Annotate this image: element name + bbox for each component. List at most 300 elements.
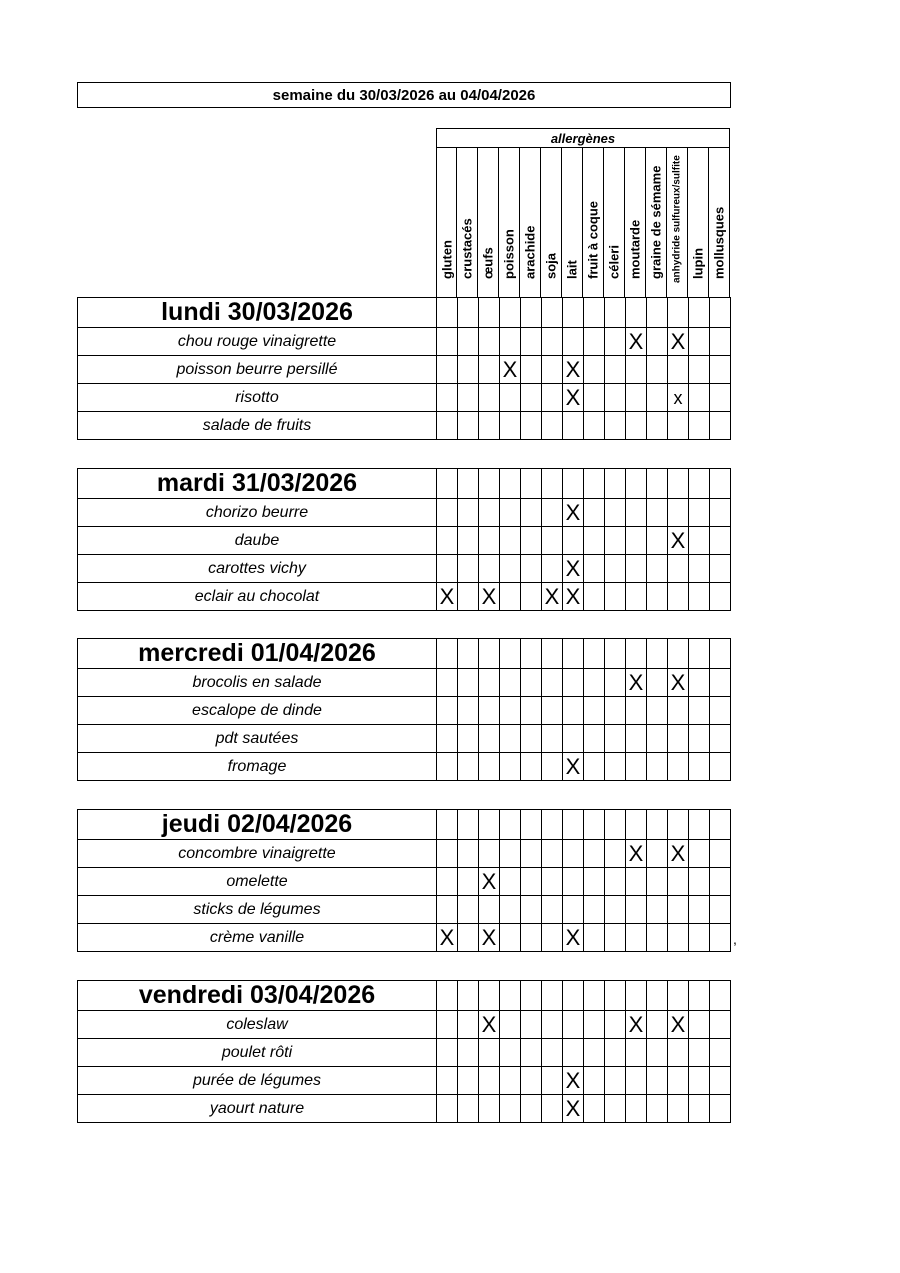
allergen-cell: [563, 697, 584, 725]
allergen-cell: [626, 469, 647, 499]
allergen-cell: [626, 499, 647, 527]
allergen-cell: [626, 1011, 647, 1039]
allergen-cell: [605, 499, 626, 527]
allergen-cell: [542, 840, 563, 868]
allergen-cell: [437, 1039, 458, 1067]
allergen-column-header: [478, 148, 499, 298]
allergen-cell: [689, 697, 710, 725]
allergen-cell: [710, 384, 731, 412]
allergen-cell: [710, 753, 731, 781]
allergen-cell: [710, 356, 731, 384]
allergen-cell: [479, 868, 500, 896]
allergen-cell: [542, 725, 563, 753]
allergen-cell: [710, 1095, 731, 1123]
allergen-cell: [521, 981, 542, 1011]
allergen-cell: [668, 697, 689, 725]
allergen-cell: [542, 1067, 563, 1095]
allergen-cell: [479, 356, 500, 384]
allergen-cell: [605, 1095, 626, 1123]
stray-mark: ,: [733, 931, 737, 947]
allergen-cell: [458, 981, 479, 1011]
allergen-cell: [668, 412, 689, 440]
allergen-cell: [521, 555, 542, 583]
allergen-cell: [584, 555, 605, 583]
allergen-cell: [605, 981, 626, 1011]
allergen-cell: [500, 384, 521, 412]
allergen-cell: [710, 697, 731, 725]
menu-item-row: [78, 527, 731, 555]
allergen-cell: [563, 810, 584, 840]
allergen-cell: [605, 1067, 626, 1095]
allergen-cell: [584, 1067, 605, 1095]
allergen-mark: X: [565, 1067, 581, 1093]
menu-item-row: [78, 697, 731, 725]
allergen-cell: [584, 697, 605, 725]
allergen-cell: [458, 412, 479, 440]
allergen-cell: [479, 555, 500, 583]
allergen-cell: [605, 328, 626, 356]
allergen-cell: [542, 868, 563, 896]
day-header-row: [78, 298, 731, 328]
allergen-cell: [584, 527, 605, 555]
allergen-label: fruit à coque: [585, 200, 601, 279]
allergen-cell: [647, 412, 668, 440]
allergen-cell: [689, 725, 710, 753]
day-table: [77, 468, 731, 611]
allergen-cell: [521, 1067, 542, 1095]
allergen-header-title: allergènes: [436, 128, 730, 148]
allergen-column-header: [709, 148, 730, 298]
allergen-cell: [584, 753, 605, 781]
allergen-cell: [479, 1067, 500, 1095]
allergen-cell: [458, 697, 479, 725]
allergen-cell: [584, 412, 605, 440]
allergen-cell: [500, 669, 521, 697]
allergen-cell: [563, 298, 584, 328]
menu-item-name: purée de légumes: [78, 1067, 437, 1095]
allergen-mark: X: [565, 555, 581, 581]
allergen-cell: [668, 639, 689, 669]
allergen-cell: [521, 924, 542, 952]
allergen-cell: [500, 499, 521, 527]
allergen-cell: [521, 298, 542, 328]
allergen-cell: [689, 555, 710, 583]
allergen-label: lupin: [690, 247, 706, 279]
allergen-cell: [542, 527, 563, 555]
allergen-cell: [584, 981, 605, 1011]
allergen-cell: [521, 725, 542, 753]
allergen-cell: [563, 384, 584, 412]
allergen-cell: [668, 896, 689, 924]
allergen-cell: [563, 356, 584, 384]
allergen-cell: [689, 669, 710, 697]
allergen-cell: [605, 555, 626, 583]
allergen-cell: [500, 810, 521, 840]
day-label: mercredi 01/04/2026: [78, 639, 437, 669]
allergen-cell: [437, 924, 458, 952]
allergen-column-header: [562, 148, 583, 298]
allergen-cell: [479, 298, 500, 328]
allergen-cell: [668, 555, 689, 583]
allergen-cell: [605, 384, 626, 412]
allergen-mark: X: [481, 583, 497, 609]
allergen-cell: [458, 725, 479, 753]
allergen-cell: [668, 1095, 689, 1123]
allergen-cell: [521, 583, 542, 611]
allergen-column-header: [625, 148, 646, 298]
allergen-cell: [458, 1039, 479, 1067]
menu-item-name: brocolis en salade: [78, 669, 437, 697]
allergen-cell: [500, 328, 521, 356]
allergen-cell: [437, 639, 458, 669]
allergen-cell: [563, 840, 584, 868]
allergen-cell: [500, 840, 521, 868]
allergen-cell: [500, 1067, 521, 1095]
allergen-cell: [479, 924, 500, 952]
allergen-cell: [710, 1011, 731, 1039]
allergen-cell: [458, 896, 479, 924]
allergen-cell: [521, 868, 542, 896]
allergen-cell: [521, 328, 542, 356]
allergen-cell: [500, 469, 521, 499]
allergen-column-header: [499, 148, 520, 298]
allergen-cell: [458, 810, 479, 840]
allergen-cell: [479, 469, 500, 499]
allergen-cell: [647, 499, 668, 527]
menu-item-name: escalope de dinde: [78, 697, 437, 725]
allergen-cell: [500, 583, 521, 611]
menu-item-name: crème vanille: [78, 924, 437, 952]
allergen-cell: [437, 499, 458, 527]
allergen-cell: [542, 924, 563, 952]
allergen-cell: [458, 1011, 479, 1039]
allergen-cell: [521, 356, 542, 384]
allergen-cell: [437, 840, 458, 868]
allergen-cell: [626, 896, 647, 924]
allergen-cell: [626, 356, 647, 384]
allergen-cell: [710, 810, 731, 840]
allergen-cell: [584, 469, 605, 499]
allergen-mark: X: [628, 1011, 644, 1037]
allergen-label: lait: [564, 260, 580, 279]
day-label: jeudi 02/04/2026: [78, 810, 437, 840]
allergen-cell: [689, 1067, 710, 1095]
allergen-cell: [437, 868, 458, 896]
allergen-cell: [542, 981, 563, 1011]
allergen-cell: [500, 697, 521, 725]
allergen-cell: [479, 981, 500, 1011]
menu-item-row: [78, 1011, 731, 1039]
allergen-cell: [710, 725, 731, 753]
allergen-cell: [542, 1011, 563, 1039]
allergen-cell: [626, 384, 647, 412]
allergen-cell: [647, 583, 668, 611]
allergen-cell: [584, 384, 605, 412]
allergen-cell: [605, 412, 626, 440]
allergen-cell: [437, 896, 458, 924]
allergen-cell: [626, 981, 647, 1011]
allergen-cell: [584, 328, 605, 356]
allergen-cell: [689, 412, 710, 440]
allergen-cell: [437, 753, 458, 781]
allergen-mark: X: [439, 924, 455, 950]
allergen-cell: [605, 356, 626, 384]
allergen-cell: [647, 639, 668, 669]
menu-item-name: chou rouge vinaigrette: [78, 328, 437, 356]
allergen-cell: [605, 868, 626, 896]
allergen-cell: [542, 639, 563, 669]
allergen-cell: [668, 583, 689, 611]
menu-item-name: daube: [78, 527, 437, 555]
allergen-cell: [710, 1039, 731, 1067]
allergen-column-header: [520, 148, 541, 298]
allergen-cell: [542, 555, 563, 583]
allergen-cell: [647, 555, 668, 583]
menu-item-name: fromage: [78, 753, 437, 781]
allergen-mark: X: [565, 499, 581, 525]
allergen-mark: X: [670, 328, 686, 354]
allergen-cell: [437, 469, 458, 499]
allergen-cell: [584, 499, 605, 527]
allergen-cell: [521, 412, 542, 440]
allergen-cell: [437, 527, 458, 555]
allergen-cell: [542, 412, 563, 440]
allergen-cell: [668, 753, 689, 781]
allergen-cell: [521, 753, 542, 781]
allergen-cell: [584, 840, 605, 868]
allergen-cell: [521, 1011, 542, 1039]
allergen-cell: [437, 1067, 458, 1095]
allergen-cell: [542, 669, 563, 697]
allergen-cell: [458, 1095, 479, 1123]
menu-item-row: [78, 896, 731, 924]
allergen-cell: [437, 583, 458, 611]
allergen-cell: [668, 669, 689, 697]
menu-item-name: chorizo beurre: [78, 499, 437, 527]
allergen-cell: [626, 1067, 647, 1095]
allergen-cell: [479, 328, 500, 356]
allergen-cell: [563, 924, 584, 952]
allergen-mark: X: [544, 583, 560, 609]
allergen-cell: [605, 1039, 626, 1067]
allergen-cell: [626, 725, 647, 753]
allergen-cell: [521, 527, 542, 555]
allergen-cell: [710, 868, 731, 896]
allergen-cell: [584, 868, 605, 896]
allergen-cell: [458, 555, 479, 583]
menu-item-name: poisson beurre persillé: [78, 356, 437, 384]
allergen-mark: X: [565, 1095, 581, 1121]
allergen-cell: [437, 412, 458, 440]
allergen-cell: [626, 810, 647, 840]
allergen-cell: [542, 583, 563, 611]
allergen-cell: [584, 1039, 605, 1067]
allergen-mark: X: [628, 328, 644, 354]
allergen-cell: [479, 639, 500, 669]
allergen-cell: [500, 1011, 521, 1039]
allergen-cell: [563, 981, 584, 1011]
allergen-cell: [668, 328, 689, 356]
allergen-cell: [563, 555, 584, 583]
allergen-cell: [668, 924, 689, 952]
allergen-cell: [689, 583, 710, 611]
allergen-label: graine de sémame: [648, 165, 664, 279]
allergen-cell: [626, 669, 647, 697]
allergen-cell: [521, 896, 542, 924]
allergen-column-header: [604, 148, 625, 298]
allergen-cell: [437, 697, 458, 725]
allergen-cell: [437, 1095, 458, 1123]
allergen-cell: [710, 527, 731, 555]
allergen-cell: [584, 356, 605, 384]
allergen-label: anhydride sulfureux/sulfite: [671, 155, 683, 283]
allergen-cell: [626, 1039, 647, 1067]
allergen-cell: [647, 384, 668, 412]
allergen-cell: [710, 896, 731, 924]
allergen-cell: [563, 1011, 584, 1039]
allergen-cell: [500, 356, 521, 384]
menu-item-row: [78, 412, 731, 440]
allergen-mark: X: [439, 583, 455, 609]
allergen-column-header: [583, 148, 604, 298]
allergen-cell: [437, 328, 458, 356]
menu-item-row: [78, 669, 731, 697]
allergen-cell: [647, 298, 668, 328]
allergen-column-header: [457, 148, 478, 298]
allergen-cell: [563, 499, 584, 527]
allergen-cell: [479, 499, 500, 527]
allergen-cell: [563, 527, 584, 555]
allergen-cell: [710, 639, 731, 669]
allergen-cell: [584, 298, 605, 328]
allergen-cell: [458, 298, 479, 328]
allergen-mark: X: [670, 527, 686, 553]
menu-item-name: sticks de légumes: [78, 896, 437, 924]
allergen-cell: [458, 384, 479, 412]
menu-item-name: eclair au chocolat: [78, 583, 437, 611]
allergen-cell: [689, 639, 710, 669]
allergen-cell: [542, 697, 563, 725]
allergen-cell: [689, 1095, 710, 1123]
menu-item-row: [78, 499, 731, 527]
day-table: [77, 809, 731, 952]
allergen-cell: [479, 753, 500, 781]
allergen-cell: [500, 1095, 521, 1123]
allergen-cell: [521, 697, 542, 725]
allergen-cell: [605, 697, 626, 725]
allergen-mark: X: [502, 356, 518, 382]
allergen-cell: [563, 896, 584, 924]
allergen-cell: [689, 840, 710, 868]
day-header-row: [78, 810, 731, 840]
allergen-cell: [626, 328, 647, 356]
allergen-label: soja: [543, 252, 559, 279]
allergen-cell: [647, 868, 668, 896]
allergen-cell: [500, 725, 521, 753]
day-label: mardi 31/03/2026: [78, 469, 437, 499]
day-label: lundi 30/03/2026: [78, 298, 437, 328]
allergen-cell: [542, 1095, 563, 1123]
allergen-column-header: [541, 148, 562, 298]
allergen-mark: X: [481, 924, 497, 950]
allergen-cell: [647, 896, 668, 924]
allergen-cell: [563, 868, 584, 896]
allergen-cell: [689, 1011, 710, 1039]
allergen-cell: [710, 412, 731, 440]
menu-item-row: [78, 840, 731, 868]
allergen-cell: [689, 356, 710, 384]
allergen-cell: [521, 499, 542, 527]
allergen-cell: [542, 1039, 563, 1067]
menu-item-name: yaourt nature: [78, 1095, 437, 1123]
allergen-cell: [542, 469, 563, 499]
allergen-cell: [689, 384, 710, 412]
allergen-cell: [605, 298, 626, 328]
allergen-cell: [458, 527, 479, 555]
allergen-cell: [626, 527, 647, 555]
allergen-cell: [647, 356, 668, 384]
allergen-mark: X: [670, 669, 686, 695]
menu-item-row: [78, 1039, 731, 1067]
allergen-cell: [563, 469, 584, 499]
allergen-cell: [710, 669, 731, 697]
menu-item-row: [78, 1095, 731, 1123]
allergen-cell: [605, 583, 626, 611]
allergen-mark: X: [670, 1011, 686, 1037]
allergen-cell: [479, 1011, 500, 1039]
allergen-cell: [437, 1011, 458, 1039]
allergen-cell: [521, 384, 542, 412]
allergen-cell: [563, 1039, 584, 1067]
allergen-cell: [710, 981, 731, 1011]
allergen-cell: [500, 924, 521, 952]
allergen-cell: [437, 356, 458, 384]
allergen-cell: [500, 555, 521, 583]
allergen-label: œufs: [480, 247, 496, 279]
allergen-cell: [605, 810, 626, 840]
allergen-cell: [542, 328, 563, 356]
allergen-cell: [626, 697, 647, 725]
allergen-cell: [521, 669, 542, 697]
allergen-cell: [689, 328, 710, 356]
allergen-cell: [563, 412, 584, 440]
allergen-cell: [689, 499, 710, 527]
allergen-cell: [647, 469, 668, 499]
allergen-cell: [689, 298, 710, 328]
menu-item-row: [78, 1067, 731, 1095]
allergen-cell: [668, 527, 689, 555]
allergen-label: poisson: [501, 229, 517, 279]
allergen-cell: [626, 753, 647, 781]
allergen-cell: [542, 810, 563, 840]
menu-item-row: [78, 328, 731, 356]
allergen-cell: [500, 896, 521, 924]
allergen-cell: [647, 753, 668, 781]
allergen-cell: [605, 1011, 626, 1039]
allergen-cell: [647, 1067, 668, 1095]
allergen-cell: [500, 298, 521, 328]
allergen-cell: [521, 810, 542, 840]
day-header-row: [78, 469, 731, 499]
day-header-row: [78, 981, 731, 1011]
allergen-cell: [500, 753, 521, 781]
allergen-cell: [626, 412, 647, 440]
allergen-cell: [710, 469, 731, 499]
allergen-cell: [479, 412, 500, 440]
allergen-cell: [458, 356, 479, 384]
allergen-cell: [668, 840, 689, 868]
allergen-cell: [647, 1095, 668, 1123]
